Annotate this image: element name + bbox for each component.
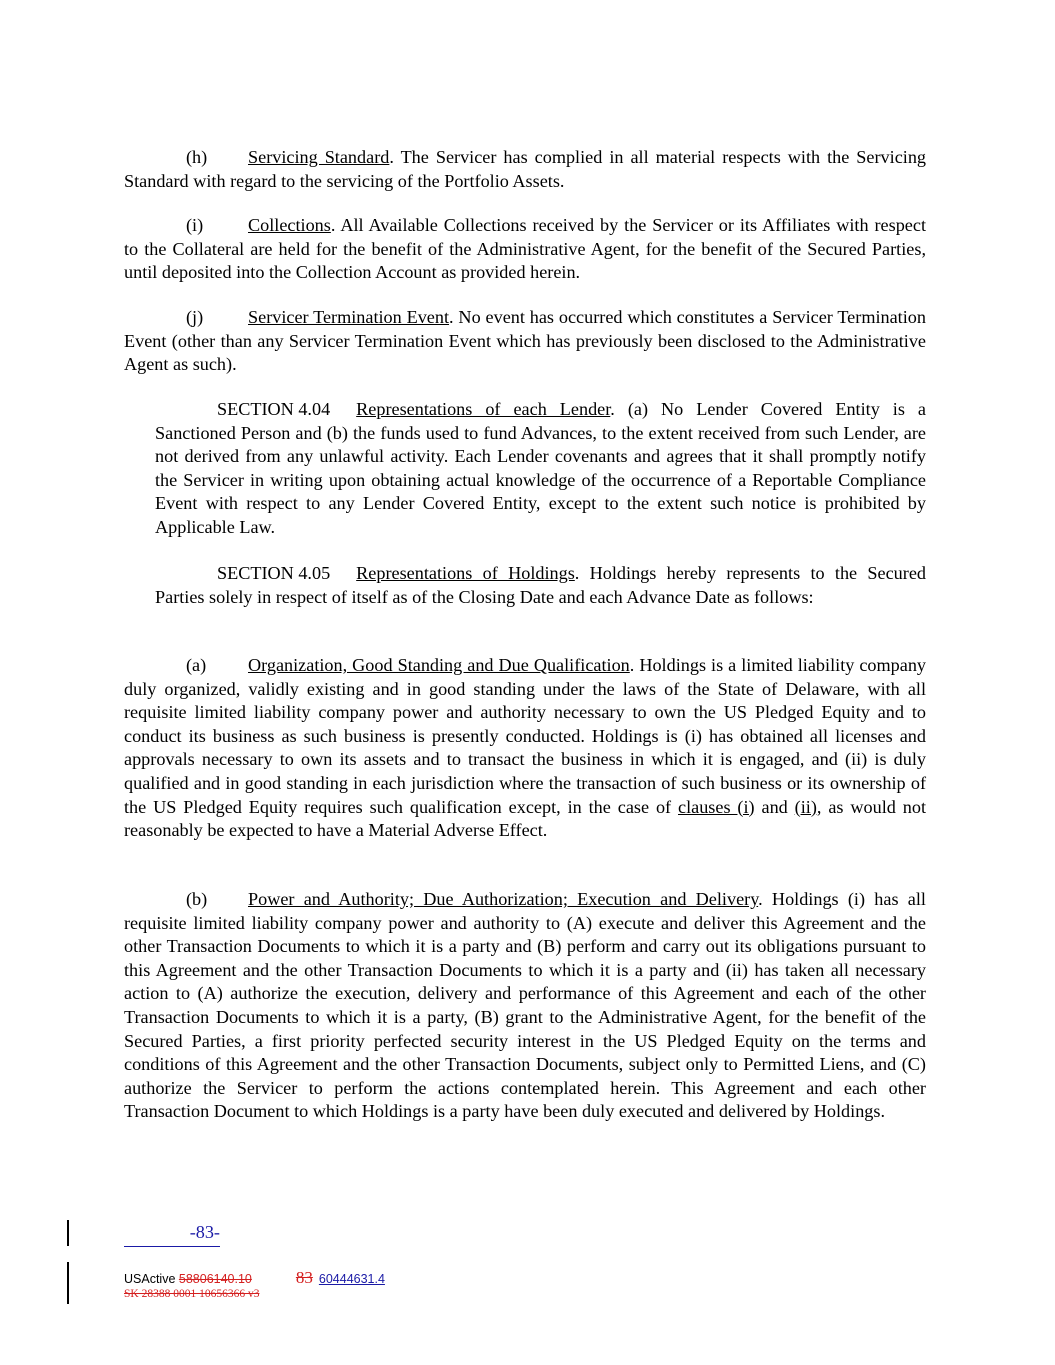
paragraph-h: [124, 146, 926, 193]
footer-page-number: [124, 1222, 220, 1247]
section-4-04: [155, 398, 926, 540]
paragraph-body: . Holdings (i) has all requisite limited liability company power and authority to (A) execute and deliver this Agreement and the other Transaction Documents to which it is a party and (B) perform and carry out its obligations pursuant to this Agreement and the other Transaction Documents to which it is a party and (ii) has taken all necessary action to (A) authorize the execution, delivery and performance of this Agreement and each of the other Transaction Documents to which it is a party, (B) grant to the Administrative Agent, for the benefit of the Secured Parties, a first priority perfected security interest in the US Pledged Equity on the terms and conditions of this Agreement and the other Transaction Documents, subject only to Permitted Liens, and (C) authorize the Servicer to perform the actions contemplated herein. This Agreement and each other Transaction Document to which Holdings is a party have been duly executed and delivered by Holdings.: [124, 889, 926, 1122]
paragraph-a: [124, 654, 926, 843]
paragraph-body-connector: and: [754, 796, 795, 817]
section-4-05: [155, 562, 926, 609]
deleted-doc-id: 58806140.10: [178, 1272, 252, 1286]
paragraph-heading: Servicer Termination Event: [248, 307, 450, 327]
section-label: SECTION 4.04: [217, 399, 331, 419]
clause-reference: clauses (i): [678, 796, 755, 817]
paragraph-heading: Servicing Standard: [248, 147, 390, 167]
deleted-page-number: 83: [295, 1268, 313, 1287]
paragraph-heading: Power and Authority; Due Authorization; Execution and Delivery: [248, 889, 759, 909]
paragraph-heading: Collections: [248, 215, 331, 235]
paragraph-b: [124, 888, 926, 1124]
paragraph-i: [124, 214, 926, 285]
page-number-text: -83-: [189, 1222, 220, 1242]
paragraph-label: (j): [186, 307, 204, 327]
paragraph-body: . The Servicer has complied in all material respects with the Servicing Standard with regard to the servicing of the Portfolio Assets.: [124, 147, 927, 191]
paragraph-label: (i): [186, 215, 204, 235]
change-bar: [67, 1220, 69, 1246]
paragraph-body: . All Available Collections received by the Servicer or its Affiliates with respect to the Collateral are held for the benefit of the Administrative Agent, for the benefit of the Secured Parties, until deposited into the Collection Account as provided herein.: [124, 215, 926, 283]
paragraph-label: (h): [186, 147, 208, 167]
paragraph-heading: Organization, Good Standing and Due Qualification: [248, 655, 630, 675]
section-body: . (a) No Lender Covered Entity is a Sanctioned Person and (b) the funds used to fund Advances, to the extent received from such Lender, are not derived from any unlawful activity. Each Lender covenants and agrees that it shall promptly notify the Servicer in writing upon obtaining actual knowledge of the occurrence of a Reportable Compliance Event with respect to any Lender Covered Entity, except to the extent such notice is prohibited by Applicable Law.: [155, 399, 927, 537]
paragraph-body: . Holdings is a limited liability company duly organized, validly existing and in good standing under the laws of the State of Delaware, with all requisite limited liability company power and authority necessary to own the US Pledged Equity and to conduct its business as such business is presently conducted. Holdings is (i) has obtained all licenses and approvals necessary to own its assets and to transact the business in which it is engaged, and (ii) is duly qualified and in good standing in each jurisdiction where the transaction of such business or its ownership of the US Pledged Equity requires such qualification except, in the case of: [124, 655, 927, 817]
doc-prefix: USActive: [124, 1272, 176, 1286]
paragraph-body-end: , as would not reasonably be expected to have a Material Adverse Effect.: [124, 796, 926, 841]
section-heading: Representations of Holdings: [356, 563, 575, 583]
change-bar: [67, 1262, 69, 1304]
inserted-doc-id: 60444631.4: [318, 1272, 385, 1286]
footer-document-id: [124, 1268, 385, 1288]
section-body: . Holdings hereby represents to the Secured Parties solely in respect of itself as of the Closing Date and each Advance Date as follows:: [155, 563, 926, 607]
clause-reference: (ii): [794, 796, 817, 817]
section-heading: Representations of each Lender: [356, 399, 611, 419]
paragraph-label: (a): [186, 655, 207, 675]
footer-sk-line: SK 28388 0001 10656366 v3: [124, 1288, 260, 1300]
paragraph-body: . No event has occurred which constitutes a Servicer Termination Event (other than any Servicer Termination Event which has previously been disclosed to the Administrative Agent as such).: [124, 307, 926, 375]
paragraph-j: [124, 306, 926, 377]
section-label: SECTION 4.05: [217, 563, 331, 583]
paragraph-label: (b): [186, 889, 208, 909]
